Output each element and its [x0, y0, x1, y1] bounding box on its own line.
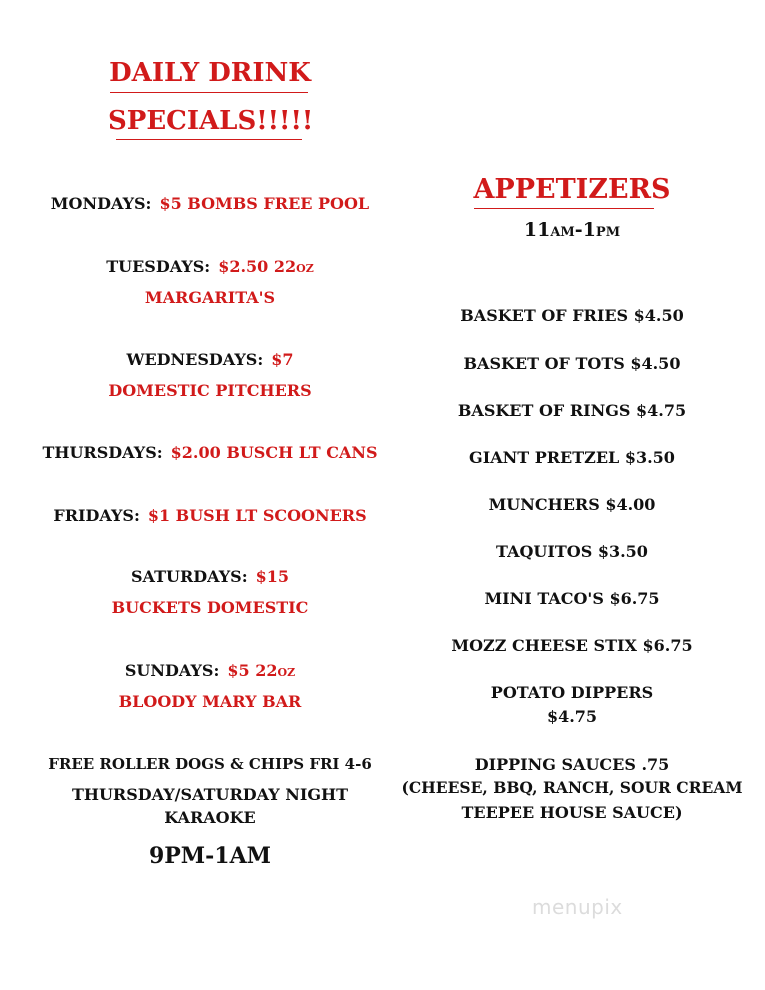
special-wednesday-detail: DOMESTIC PITCHERS — [108, 381, 312, 400]
day-deal: $5 22oz — [227, 661, 296, 680]
special-tuesday-detail: MARGARITA'S — [144, 288, 276, 307]
day-label: SATURDAYS: — [130, 567, 248, 586]
special-wednesday — [30, 350, 390, 369]
special-saturday-detail: BUCKETS DOMESTIC — [111, 598, 309, 617]
appetizer-item: GIANT PRETZEL $3.50 — [469, 448, 675, 467]
appetizers-hours: 11am-1pm — [523, 219, 621, 241]
drink-specials-title-line2: SPECIALS!!!!! — [108, 106, 314, 136]
day-deal: $7 — [271, 350, 294, 369]
day-label: WEDNESDAYS: — [126, 350, 264, 369]
dipping-sauces-list-2: TEEPEE HOUSE SAUCE) — [461, 803, 683, 822]
karaoke-hours: 9PM-1AM — [148, 843, 272, 869]
appetizers-underline — [474, 208, 654, 209]
appetizer-item: BASKET OF FRIES $4.50 — [460, 306, 684, 325]
appetizer-price: $4.75 — [546, 707, 598, 726]
day-deal: $15 — [255, 567, 290, 586]
day-deal: $1 BUSH LT SCOONERS — [147, 506, 367, 525]
day-label: THURSDAYS: — [42, 443, 163, 462]
menupix-watermark: menupix — [532, 895, 623, 919]
special-sunday-detail: BLOODY MARY BAR — [118, 692, 302, 711]
title-underline-1 — [110, 92, 308, 93]
drink-specials-title-line1: DAILY DRINK — [109, 58, 311, 88]
special-friday — [30, 506, 390, 525]
appetizer-item: MINI TACO'S $6.75 — [484, 589, 660, 608]
appetizers-title: APPETIZERS — [473, 174, 671, 205]
title-underline-2 — [116, 139, 302, 140]
day-label: MONDAYS: — [50, 194, 152, 213]
day-deal: $2.50 22oz — [218, 257, 314, 276]
special-saturday — [30, 567, 390, 586]
appetizer-item: MOZZ CHEESE STIX $6.75 — [451, 636, 693, 655]
dipping-sauces-list: (CHEESE, BBQ, RANCH, SOUR CREAM — [401, 778, 743, 797]
appetizer-item: POTATO DIPPERS — [490, 683, 654, 702]
day-deal: $5 BOMBS FREE POOL — [159, 194, 370, 213]
day-deal: $2.00 BUSCH LT CANS — [170, 443, 378, 462]
day-label: FRIDAYS: — [53, 506, 140, 525]
roller-dogs-line: FREE ROLLER DOGS & CHIPS FRI 4-6 — [48, 755, 372, 773]
karaoke-days-line: THURSDAY/SATURDAY NIGHT — [71, 785, 349, 804]
special-sunday — [30, 661, 390, 680]
special-tuesday — [30, 257, 390, 276]
special-thursday — [30, 443, 390, 462]
appetizer-item: MUNCHERS $4.00 — [488, 495, 656, 514]
appetizer-item: BASKET OF RINGS $4.75 — [457, 401, 687, 420]
dipping-sauces: DIPPING SAUCES .75 — [474, 755, 670, 774]
appetizer-item: BASKET OF TOTS $4.50 — [463, 354, 681, 373]
special-monday — [30, 194, 390, 213]
day-label: SUNDAYS: — [124, 661, 220, 680]
karaoke-line: KARAOKE — [164, 808, 256, 827]
day-label: TUESDAYS: — [106, 257, 211, 276]
appetizer-item: TAQUITOS $3.50 — [496, 542, 648, 561]
